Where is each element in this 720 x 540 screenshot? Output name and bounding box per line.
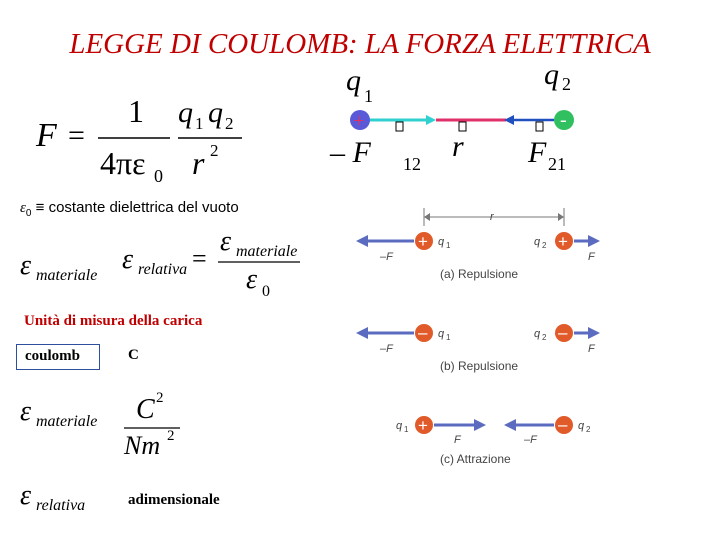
eps-relativa-unit-eps: ε [20,480,32,511]
adimensionale-label: adimensionale [128,492,220,508]
svg-text:2: 2 [542,241,547,250]
eps-materiale-unit-eps: ε [20,396,32,427]
svg-text:–F: –F [380,343,393,355]
svg-text:q: q [396,420,403,432]
eps-relation-equals: = [192,244,207,273]
top-q2-sub: 2 [562,74,571,94]
formula-q1: q [178,96,193,129]
unit-Nm-exp: 2 [167,428,175,444]
svg-text:2: 2 [586,425,591,434]
epsilon-relation [16,222,316,302]
eps-relativa-unit-sub: relativa [36,497,86,514]
svg-text:–F: –F [524,434,537,446]
case-b [356,323,600,373]
case-a-negF: –F [380,251,393,263]
top-F21-label: F [528,136,547,169]
svg-text:1: 1 [404,425,409,434]
svg-text:q: q [578,420,585,432]
formula-q2-sub: 2 [225,114,234,133]
case-c [396,415,591,466]
top-charge-diagram [326,60,586,186]
coulomb-symbol: C [128,347,139,363]
eps-materiale-num: ε [220,226,232,257]
svg-text:1: 1 [446,333,451,342]
unit-C-num: C [136,394,155,425]
top-minus-sign: - [560,109,567,131]
eps0-symbol: ε [20,200,26,216]
top-r-label: r [452,130,464,163]
case-a-q1-label: q [438,236,445,248]
top-F21-sub: 21 [548,154,566,174]
svg-text:q: q [438,328,445,340]
unit-Nm-den: Nm [124,431,161,460]
eps-materiale-unit [16,384,196,464]
top-negF12-sub: 12 [403,154,421,174]
case-c-q2-minus: – [558,415,568,434]
top-cyan-arrowhead [426,115,436,125]
formula-F: F [36,117,57,154]
formula-q2: q [208,96,223,129]
eps-zero-den-sub: 0 [262,283,270,300]
svg-text:F: F [588,343,595,355]
distance-indicator [424,208,564,226]
case-a [356,232,600,281]
svg-text:2: 2 [542,333,547,342]
case-c-caption: (c) Attrazione [440,452,511,466]
coulomb-formula [20,88,280,192]
coulomb-box: coulomb [16,344,100,370]
eps-relativa-unit [16,476,136,516]
case-a-F: F [588,251,595,263]
formula-r-exp: 2 [210,141,219,160]
case-a-caption: (a) Repulsione [440,267,519,281]
top-q2-label: q [544,60,559,91]
case-b-caption: (b) Repulsione [440,359,519,373]
eps-relativa: ε [122,244,134,275]
top-q1-sub: 1 [364,86,373,106]
case-c-q1-plus: + [418,416,428,435]
formula-one: 1 [128,93,144,129]
case-a-q1-plus: + [418,232,428,251]
case-a-q2-label: q [534,236,541,248]
distance-r-label: r [490,211,494,223]
formula-4pi-eps: 4πε [100,145,146,181]
formula-q1-sub: 1 [195,114,204,133]
svg-text:q: q [534,328,541,340]
formula-eps-sub: 0 [154,166,163,186]
eps0-sub: 0 [25,208,32,219]
case-a-q2-plus: + [558,232,568,251]
top-marker-box-1 [396,122,403,131]
formula-r: r [192,145,205,181]
top-marker-box-3 [536,122,543,131]
eps-materiale-unit-sub: materiale [36,413,98,430]
units-heading: Unità di misura della carica [24,313,203,329]
eps-relativa-sub: relativa [138,261,188,278]
eps-materiale-num-sub: materiale [236,243,298,260]
case-b-q1-minus: – [418,323,428,342]
top-negF12-label: – F [330,136,371,169]
page-title: LEGGE DI COULOMB: LA FORZA ELETTRICA [69,28,651,60]
eps-zero-den: ε [246,264,258,295]
formula-equals: = [68,119,85,152]
eps0-text: ≡ costante dielettrica del vuoto [35,199,239,216]
svg-text:1: 1 [446,241,451,250]
svg-text:F: F [454,434,461,446]
charges-interaction-diagram [350,200,600,480]
epsilon-definition [20,199,239,219]
case-b-q2-minus: – [558,323,568,342]
top-blue-arrowhead [504,115,514,125]
unit-C-exp: 2 [156,390,164,406]
top-plus-sign: + [353,110,365,132]
top-q1-label: q [346,64,361,97]
eps-materiale-left-sub: materiale [36,267,98,284]
eps-materiale-left: ε [20,250,32,281]
